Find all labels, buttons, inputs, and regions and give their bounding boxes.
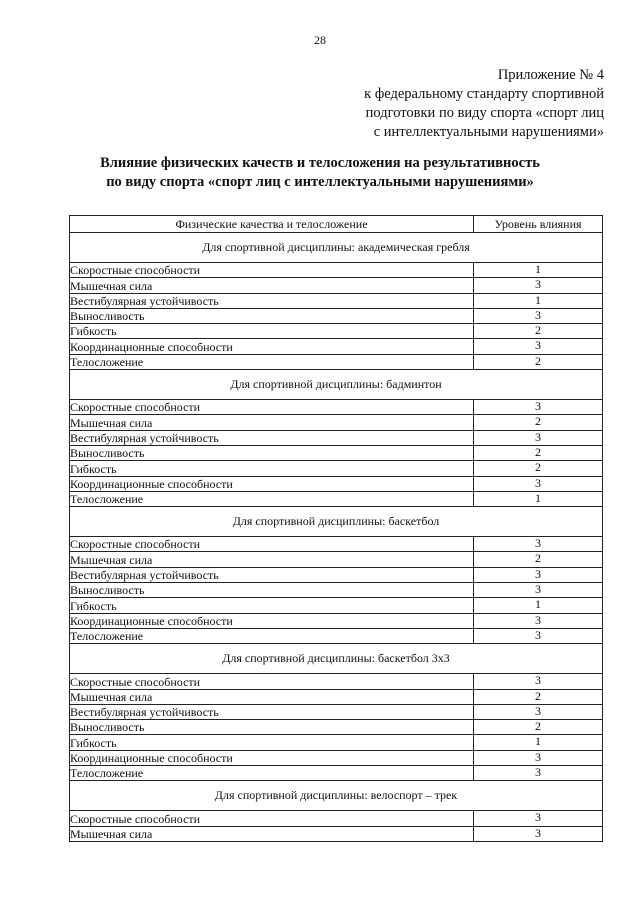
discipline-row	[70, 644, 603, 674]
quality-cell: Гибкость	[70, 324, 474, 339]
quality-cell: Телосложение	[70, 628, 474, 643]
level-cell: 1	[474, 293, 603, 308]
table-row	[70, 430, 603, 445]
quality-cell: Мышечная сила	[70, 826, 474, 841]
quality-cell: Телосложение	[70, 766, 474, 781]
annex-line-4: с интеллектуальными нарушениями»	[373, 124, 604, 140]
quality-cell: Гибкость	[70, 735, 474, 750]
table-row	[70, 537, 603, 552]
quality-cell: Скоростные способности	[70, 400, 474, 415]
quality-cell: Мышечная сила	[70, 689, 474, 704]
table-row	[70, 583, 603, 598]
annex-header	[364, 66, 604, 142]
table-row	[70, 400, 603, 415]
level-cell: 2	[474, 324, 603, 339]
quality-cell: Выносливость	[70, 583, 474, 598]
table-row	[70, 354, 603, 369]
level-cell: 2	[474, 720, 603, 735]
level-cell: 3	[474, 826, 603, 841]
quality-cell: Координационные способности	[70, 613, 474, 628]
quality-cell: Координационные способности	[70, 750, 474, 765]
level-cell: 3	[474, 766, 603, 781]
level-cell: 3	[474, 583, 603, 598]
quality-cell: Телосложение	[70, 491, 474, 506]
table-row	[70, 461, 603, 476]
discipline-heading: Для спортивной дисциплины: баскетбол	[70, 507, 603, 537]
level-cell: 3	[474, 613, 603, 628]
table-row	[70, 491, 603, 506]
table-row	[70, 293, 603, 308]
discipline-row	[70, 233, 603, 263]
annex-line-3: подготовки по виду спорта «спорт лиц	[365, 105, 604, 121]
annex-line-2: к федеральному стандарту спортивной	[364, 86, 604, 102]
table-row	[70, 628, 603, 643]
level-cell: 1	[474, 735, 603, 750]
quality-cell: Гибкость	[70, 461, 474, 476]
level-cell: 2	[474, 354, 603, 369]
table-row	[70, 339, 603, 354]
quality-cell: Мышечная сила	[70, 552, 474, 567]
level-cell: 1	[474, 263, 603, 278]
level-cell: 3	[474, 704, 603, 719]
quality-cell: Выносливость	[70, 445, 474, 460]
table-row	[70, 826, 603, 841]
level-cell: 3	[474, 430, 603, 445]
quality-cell: Мышечная сила	[70, 415, 474, 430]
header-level: Уровень влияния	[474, 216, 603, 233]
table-body	[70, 233, 603, 842]
quality-cell: Скоростные способности	[70, 811, 474, 826]
table-row	[70, 735, 603, 750]
quality-cell: Телосложение	[70, 354, 474, 369]
table-row	[70, 689, 603, 704]
level-cell: 1	[474, 598, 603, 613]
quality-cell: Скоростные способности	[70, 537, 474, 552]
discipline-heading: Для спортивной дисциплины: академическая гребля	[70, 233, 603, 263]
table-row	[70, 445, 603, 460]
level-cell: 3	[474, 400, 603, 415]
table-row	[70, 278, 603, 293]
discipline-row	[70, 370, 603, 400]
table-row	[70, 613, 603, 628]
table-row	[70, 567, 603, 582]
table-header-row	[70, 216, 603, 233]
annex-line-1: Приложение № 4	[497, 67, 604, 83]
level-cell: 3	[474, 476, 603, 491]
level-cell: 3	[474, 674, 603, 689]
level-cell: 2	[474, 445, 603, 460]
discipline-row	[70, 781, 603, 811]
level-cell: 3	[474, 278, 603, 293]
table-row	[70, 324, 603, 339]
level-cell: 3	[474, 339, 603, 354]
table-row	[70, 598, 603, 613]
level-cell: 3	[474, 750, 603, 765]
level-cell: 1	[474, 491, 603, 506]
quality-cell: Выносливость	[70, 720, 474, 735]
level-cell: 2	[474, 461, 603, 476]
page-number: 28	[314, 33, 326, 47]
table-row	[70, 263, 603, 278]
level-cell: 2	[474, 552, 603, 567]
table-row	[70, 704, 603, 719]
header-quality: Физические качества и телосложение	[70, 216, 474, 233]
table-row	[70, 674, 603, 689]
quality-cell: Вестибулярная устойчивость	[70, 567, 474, 582]
table-row	[70, 750, 603, 765]
level-cell: 3	[474, 567, 603, 582]
quality-cell: Координационные способности	[70, 339, 474, 354]
quality-cell: Выносливость	[70, 308, 474, 323]
quality-cell: Вестибулярная устойчивость	[70, 430, 474, 445]
quality-cell: Координационные способности	[70, 476, 474, 491]
title-line-2: по виду спорта «спорт лиц с интеллектуальными нарушениями»	[106, 174, 534, 190]
document-title	[60, 154, 580, 192]
discipline-heading: Для спортивной дисциплины: велоспорт – трек	[70, 781, 603, 811]
level-cell: 3	[474, 628, 603, 643]
level-cell: 2	[474, 415, 603, 430]
table-row	[70, 766, 603, 781]
quality-cell: Вестибулярная устойчивость	[70, 704, 474, 719]
title-line-1: Влияние физических качеств и телосложения на результативность	[100, 155, 540, 171]
quality-cell: Скоростные способности	[70, 263, 474, 278]
level-cell: 2	[474, 689, 603, 704]
discipline-heading: Для спортивной дисциплины: баскетбол 3x3	[70, 644, 603, 674]
quality-cell: Скоростные способности	[70, 674, 474, 689]
table-row	[70, 476, 603, 491]
influence-table	[69, 215, 603, 842]
quality-cell: Мышечная сила	[70, 278, 474, 293]
level-cell: 3	[474, 537, 603, 552]
table-row	[70, 720, 603, 735]
table-row	[70, 811, 603, 826]
quality-cell: Вестибулярная устойчивость	[70, 293, 474, 308]
quality-cell: Гибкость	[70, 598, 474, 613]
table-row	[70, 415, 603, 430]
discipline-row	[70, 507, 603, 537]
table-row	[70, 552, 603, 567]
table-row	[70, 308, 603, 323]
level-cell: 3	[474, 811, 603, 826]
discipline-heading: Для спортивной дисциплины: бадминтон	[70, 370, 603, 400]
level-cell: 3	[474, 308, 603, 323]
